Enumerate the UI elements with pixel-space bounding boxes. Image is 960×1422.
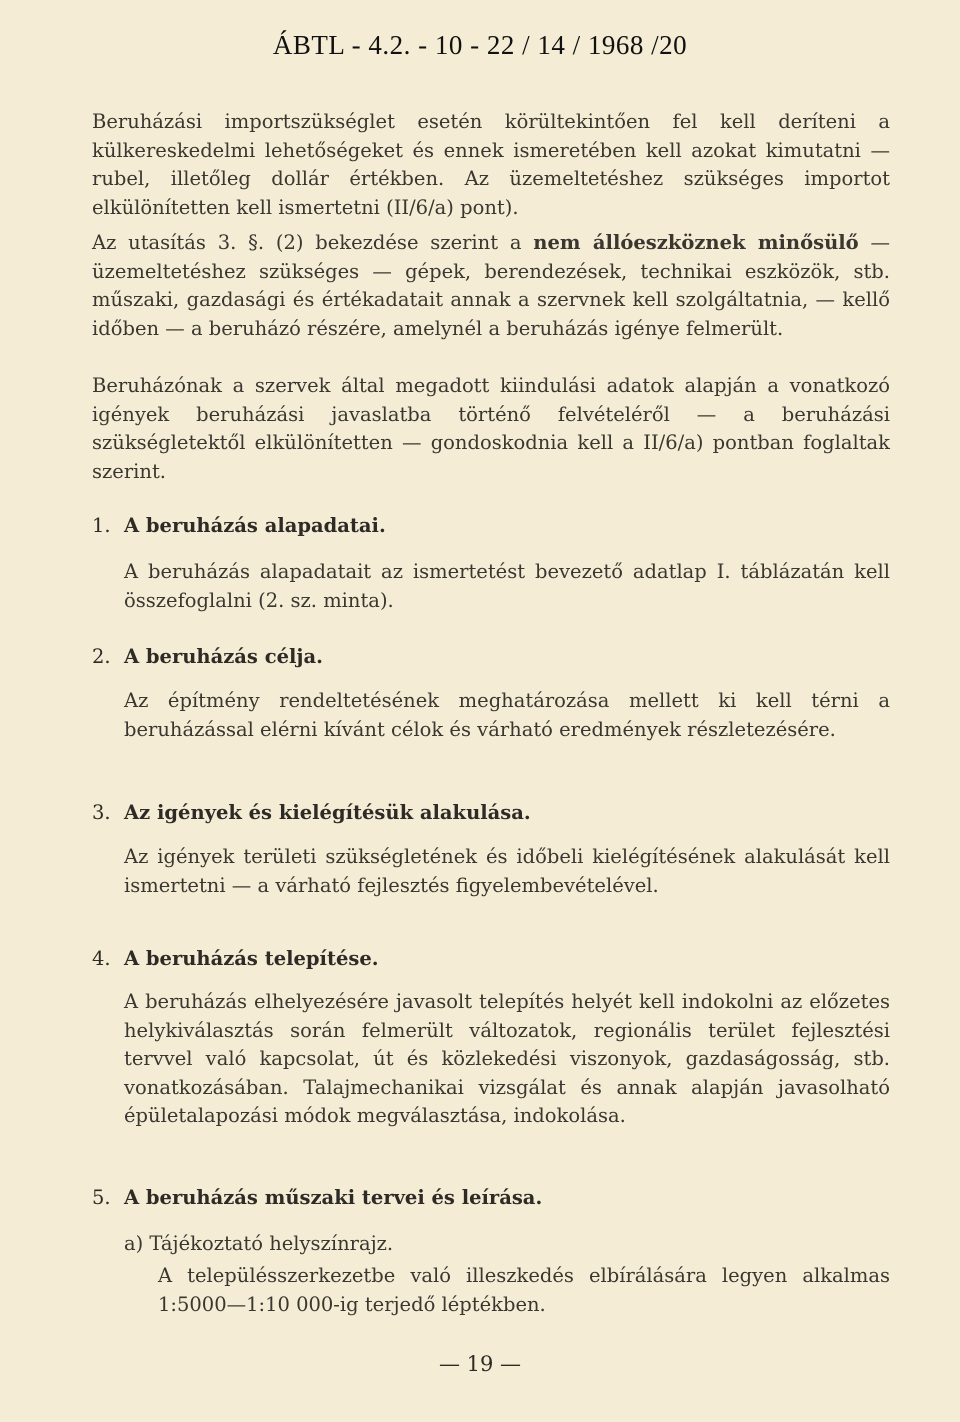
paragraph-import: Beruházási importszükséglet esetén körültekintően fel kell deríteni a külkereskedelmi lehetőségeket és ennek ismeretében kell azokat kimutatni — rubel, illetőleg dollár értékben. Az üzemeltetéshez szükséges importot elkülönítetten kell ismertetni (II/6/a) pont). (92, 110, 890, 219)
subitem-text: A településszerkezetbe való illeszkedés elbírálására legyen alkalmas 1:5000—1:10 000-ig terjedő léptékben. (158, 1264, 890, 1316)
section-heading-4: 4. A beruházás telepítése. (92, 947, 379, 970)
page-number: — 19 — (438, 1352, 522, 1376)
section-heading-5: 5. A beruházás műszaki tervei és leírása. (92, 1186, 543, 1209)
bold-phrase: nem állóeszköznek minősülő (533, 231, 859, 254)
section-heading-1: 1. A beruházás alapadatai. (92, 514, 386, 537)
section-text-4: A beruházás elhelyezésére javasolt telepítés helyét kell indokolni az előzetes helykiválasztás során felmerült változatok, regionális terület fejlesztési tervvel való kapcsolat, út és közlekedési viszonyok, gazdaságosság, stb. vonatkozásában. Talajmechanikai vizsgálat és annak alapján javasolható épületalapozási módok megválasztása, indokolása. (124, 990, 890, 1127)
section-text-2: Az építmény rendeltetésének meghatározása mellett ki kell térni a beruházással elérni kívánt célok és várható eredmények részletezésére. (124, 689, 890, 741)
paragraph-instruction: Az utasítás 3. §. (2) bekezdése szerint a nem állóeszköznek minősülő — üzemeltetéshez szükséges — gépek, berendezések, technikai eszközök, stb. műszaki, gazdasági és értékadatait annak a szervnek kell szolgáltatnia, — kellő időben — a beruházó részére, amelynél a beruházás igénye felmerült. (92, 231, 891, 340)
paragraph-investor: Beruházónak a szervek által megadott kiindulási adatok alapján a vonatkozó igények beruházási javaslatba történő felvételéről — a beruházási szükségletektől elkülönítetten — gondoskodnia kell a II/6/a) pontban foglaltak szerint. (92, 374, 890, 483)
section-heading-3: 3. Az igények és kielégítésük alakulása. (92, 801, 531, 824)
section-heading-2: 2. A beruházás célja. (92, 645, 323, 668)
section-text-3: Az igények területi szükségletének és időbeli kielégítésének alakulását kell ismertetni — a várható fejlesztés figyelembevételével. (124, 845, 890, 897)
archive-reference: ÁBTL - 4.2. - 10 - 22 / 14 / 1968 /20 (272, 30, 688, 60)
subitem-label: a) Tájékoztató helyszínrajz. (124, 1232, 394, 1255)
section-text-1: A beruházás alapadatait az ismertetést bevezető adatlap I. táblázatán kell összefoglalni (2. sz. minta). (124, 560, 890, 612)
